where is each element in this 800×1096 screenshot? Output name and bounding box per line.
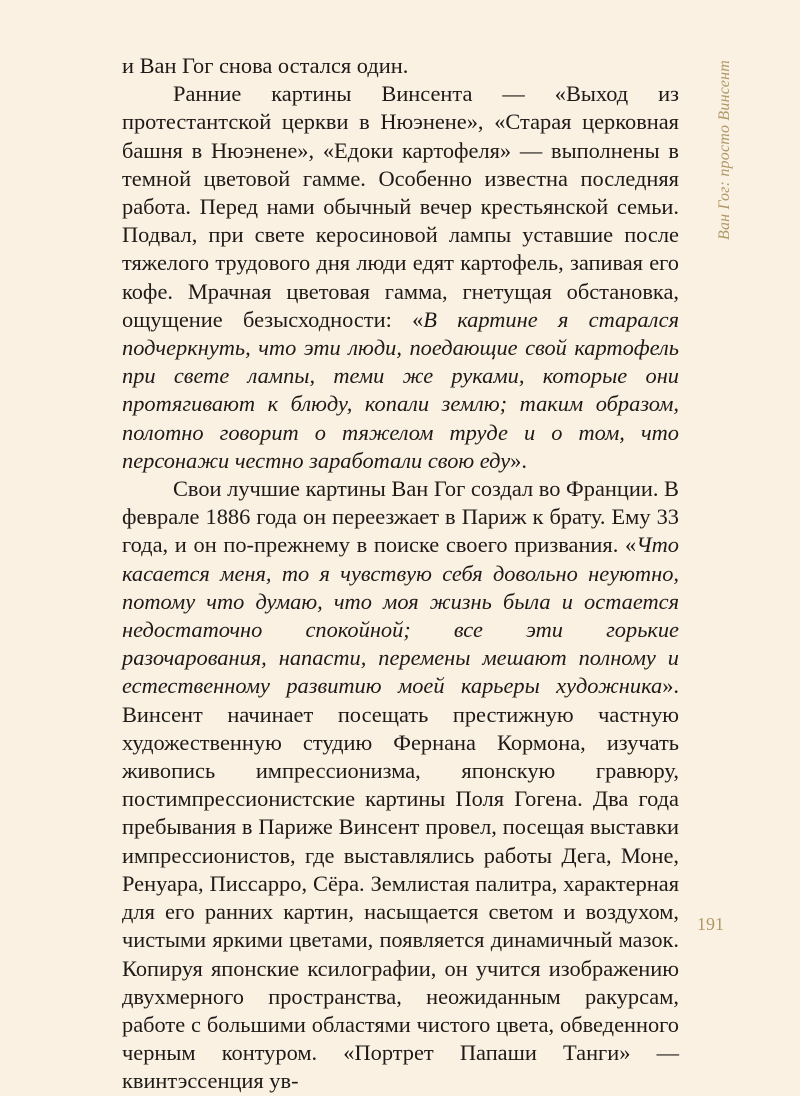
running-head-text: Ван Гог: просто Винсент (716, 59, 733, 240)
paragraph-3-end: ». Винсент начинает посещать престижную частную художественную студию Фернана Кормона, изучать живопись импрессионизма, японскую гравюру, постимпрессионистские картины Поля Гогена. Два года пребывания в Париже Винсент провел, посещая выставки импрессионистов, где выставлялись работы Дега, Моне, Ренуара, Писсарро, Сёра. Землистая палитра, характерная для его ранних картин, насыщается светом и воздухом, чистыми яркими цветами, появляется динамичный мазок. Копируя японские ксилографии, он учится изображению двухмерного пространства, неожиданным ракурсам, работе с большими областями чистого цвета, обведенного черным контуром. «Портрет Папаши Танги» — квинтэссенция ув- (122, 673, 679, 1094)
paragraph-3-quote: Что касается меня, то я чувствую себя довольно неуютно, потому что думаю, что моя жизнь была и остается недостаточно спокойной; все эти горькие разочарования, напасти, перемены мешают полному и естественному развитию моей карьеры художника (122, 532, 679, 699)
paragraph-3 (122, 475, 679, 1095)
paragraph-2-quote: В картине я старался подчеркнуть, что эти люди, поедающие свой картофель при свете лампы, теми же руками, которые они протягивают к блюду, копали землю; таким образом, полотно говорит о тяжелом труде и о том, что персонажи честно заработали свою еду (122, 306, 680, 473)
body-text (122, 52, 679, 1096)
page-number: 191 (697, 914, 724, 934)
paragraph-2-text: Ранние картины Винсента — «Выход из протестантской церкви в Нюэнене», «Старая церковная башня в Нюэнене», «Едоки картофеля» — выполнены в темной цветовой гамме. Особенно известна последняя работа. Перед нами обычный вечер крестьянской семьи. Подвал, при свете керосиновой лампы уставшие после тяжелого трудового дня люди едят картофель, запивая его кофе. Мрачная цветовая гамма, гнетущая обстановка, ощущение безысходности: « (122, 81, 679, 332)
paragraph-2-end: ». (510, 447, 527, 473)
paragraph-3-text: Свои лучшие картины Ван Гог создал во Франции. В феврале 1886 года он переезжает в Париж к брату. Ему 33 года, и он по-прежнему в поиске своего призвания. « (122, 476, 679, 558)
paragraph-1-text: и Ван Гог снова остался один. (122, 53, 409, 78)
paragraph-1 (122, 52, 679, 80)
paragraph-2 (122, 80, 679, 475)
